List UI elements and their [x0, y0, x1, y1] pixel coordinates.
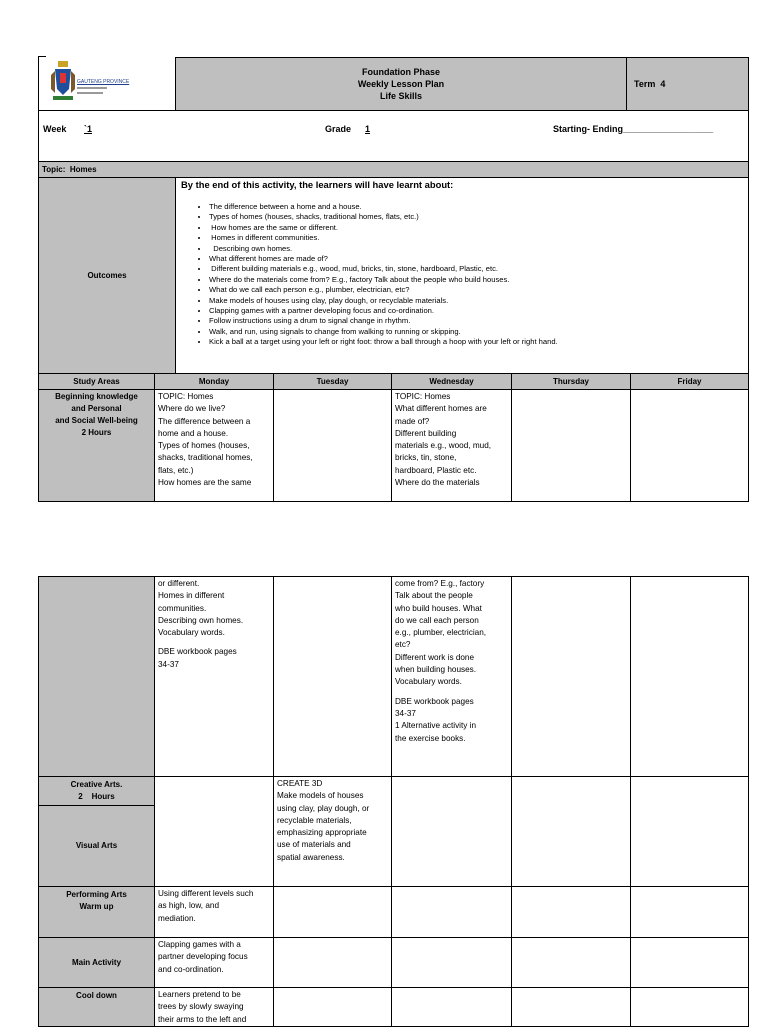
- tuesday-header: Tuesday: [273, 373, 392, 390]
- continuation-label-cell: [38, 576, 155, 777]
- outcome-item: • Different building materials e.g., wood, mud, bricks, tin, stone, hardboard, Plastic, etc.: [209, 264, 741, 274]
- outcomes-list: [171, 202, 741, 348]
- friday-cool-cell: [630, 987, 749, 1027]
- monday-cont-text: or different. Homes in different communities. Describing own homes. Vocabulary words.: [158, 579, 244, 638]
- topic-row: [38, 161, 749, 178]
- wednesday-main-cell: [391, 937, 512, 988]
- term-label: Term 4: [634, 79, 666, 89]
- outcome-item: • Kick a ball at a target using your left or right foot: throw a ball through a hoop with your left or right hand.: [209, 337, 741, 347]
- grade-label: Grade: [325, 124, 352, 134]
- thursday-bk-cell: [511, 389, 631, 502]
- plan-title-line1: Foundation Phase: [361, 67, 440, 77]
- monday-main-cell: Clapping games with a partner developing focus and co-ordination.: [154, 937, 274, 988]
- outcome-item: • Homes in different communities.: [209, 233, 741, 243]
- plan-title-line3: Life Skills: [379, 91, 423, 101]
- grade-value: 1: [365, 124, 371, 134]
- wednesday-workbook-text: DBE workbook pages 34-37 1 Alternative activity in the exercise books.: [395, 696, 477, 743]
- topic-label: Topic: Homes: [42, 165, 97, 174]
- tuesday-creative-cell: CREATE 3D Make models of houses using clay, play dough, or recyclable materials, emphasizing appropriate use of materials and spatial awareness.: [273, 776, 392, 887]
- monday-creative-cell: [154, 776, 274, 887]
- friday-performing-cell: [630, 886, 749, 938]
- visual-arts-label: Visual Arts: [75, 841, 118, 850]
- outcome-item: • Walk, and run, using signals to change from walking to running or skipping.: [209, 327, 741, 337]
- friday-cont-cell: [630, 576, 749, 777]
- friday-bk-cell: [630, 389, 749, 502]
- plan-title-cell: [175, 57, 627, 111]
- friday-header: Friday: [630, 373, 749, 390]
- tuesday-cool-cell: [273, 987, 392, 1027]
- thursday-cont-cell: [511, 576, 631, 777]
- beginning-knowledge-label: Beginning knowledge and Personal and Social Well-being 2 Hours: [55, 392, 138, 437]
- beginning-knowledge-label-cell: [38, 389, 155, 502]
- study-areas-header: Study Areas: [38, 373, 155, 390]
- thursday-main-cell: [511, 937, 631, 988]
- wednesday-header: Wednesday: [391, 373, 512, 390]
- gauteng-crest-icon: [49, 59, 77, 105]
- tuesday-cont-cell: [273, 576, 392, 777]
- monday-bk-cell: TOPIC: Homes Where do we live? The difference between a home and a house. Types of homes (houses, shacks, traditional homes, flats, etc.) How homes are the same: [154, 389, 274, 502]
- outcome-item: • Types of homes (houses, shacks, traditional homes, flats, etc.): [209, 212, 741, 222]
- performing-arts-label: Performing Arts Warm up: [66, 890, 127, 911]
- outcome-item: • Follow instructions using a drum to signal change in rhythm.: [209, 316, 741, 326]
- wednesday-cont-text: come from? E.g., factory Talk about the people who build houses. What do we call each person e.g., plumber, electrician, etc? Different work is done when building houses. Vocabulary words.: [395, 579, 487, 687]
- outcome-item: • Make models of houses using clay, play dough, or recyclable materials.: [209, 296, 741, 306]
- term-cell: [626, 57, 749, 111]
- wednesday-performing-cell: [391, 886, 512, 938]
- wednesday-cool-cell: [391, 987, 512, 1027]
- logo-subline: [77, 92, 103, 94]
- visual-arts-label-cell: [38, 805, 155, 887]
- thursday-creative-cell: [511, 776, 631, 887]
- monday-cont-cell: [154, 576, 274, 777]
- logo-cell: [38, 57, 176, 111]
- monday-workbook-text: DBE workbook pages 34-37: [158, 647, 237, 669]
- friday-main-cell: [630, 937, 749, 988]
- outcomes-intro: By the end of this activity, the learners will have learnt about:: [181, 179, 454, 190]
- monday-header: Monday: [154, 373, 274, 390]
- tuesday-bk-cell: [273, 389, 392, 502]
- logo-text: GAUTENG PROVINCE: [77, 79, 130, 85]
- monday-performing-cell: Using different levels such as high, low, and mediation.: [154, 886, 274, 938]
- outcome-item: • Where do the materials come from? E.g., factory Talk about the people who build houses.: [209, 275, 741, 285]
- logo-top-tick: [38, 56, 46, 57]
- wednesday-cont-cell: [391, 576, 512, 777]
- friday-creative-cell: [630, 776, 749, 887]
- week-value: `1: [84, 124, 93, 134]
- starting-ending-label: Starting- Ending__________________: [553, 124, 714, 134]
- week-label: Week: [43, 124, 67, 134]
- outcome-item: • What do we call each person e.g., plumber, electrician, etc?: [209, 285, 741, 295]
- main-activity-label-cell: [38, 937, 155, 988]
- logo-subline: [77, 87, 107, 89]
- plan-title-line2: Weekly Lesson Plan: [357, 79, 445, 89]
- wednesday-bk-cell: TOPIC: Homes What different homes are made of? Different building materials e.g., wood, mud, bricks, tin, stone, hardboard, Plastic etc. Where do the materials: [391, 389, 512, 502]
- thursday-performing-cell: [511, 886, 631, 938]
- outcome-item: • Clapping games with a partner developing focus and co-ordination.: [209, 306, 741, 316]
- monday-cool-cell: Learners pretend to be trees by slowly swaying their arms to the left and: [154, 987, 274, 1027]
- outcomes-label-cell: [38, 177, 176, 374]
- cool-down-label-cell: [38, 987, 155, 1027]
- outcomes-content: [175, 177, 749, 374]
- thursday-cool-cell: [511, 987, 631, 1027]
- wednesday-creative-cell: [391, 776, 512, 887]
- outcome-item: • The difference between a home and a house.: [209, 202, 741, 212]
- main-activity-label: Main Activity: [71, 957, 122, 967]
- tuesday-main-cell: [273, 937, 392, 988]
- outcome-item: • How homes are the same or different.: [209, 223, 741, 233]
- performing-arts-label-cell: [38, 886, 155, 938]
- tuesday-performing-cell: [273, 886, 392, 938]
- outcome-item: • Describing own homes.: [209, 244, 741, 254]
- outcome-item: • What different homes are made of?: [209, 254, 741, 264]
- cool-down-label: Cool down: [76, 991, 117, 1000]
- info-row: [38, 110, 749, 162]
- thursday-header: Thursday: [511, 373, 631, 390]
- outcomes-label: Outcomes: [87, 270, 127, 280]
- creative-arts-label: Creative Arts. 2 Hours: [70, 780, 123, 801]
- creative-arts-label-cell: [38, 776, 155, 806]
